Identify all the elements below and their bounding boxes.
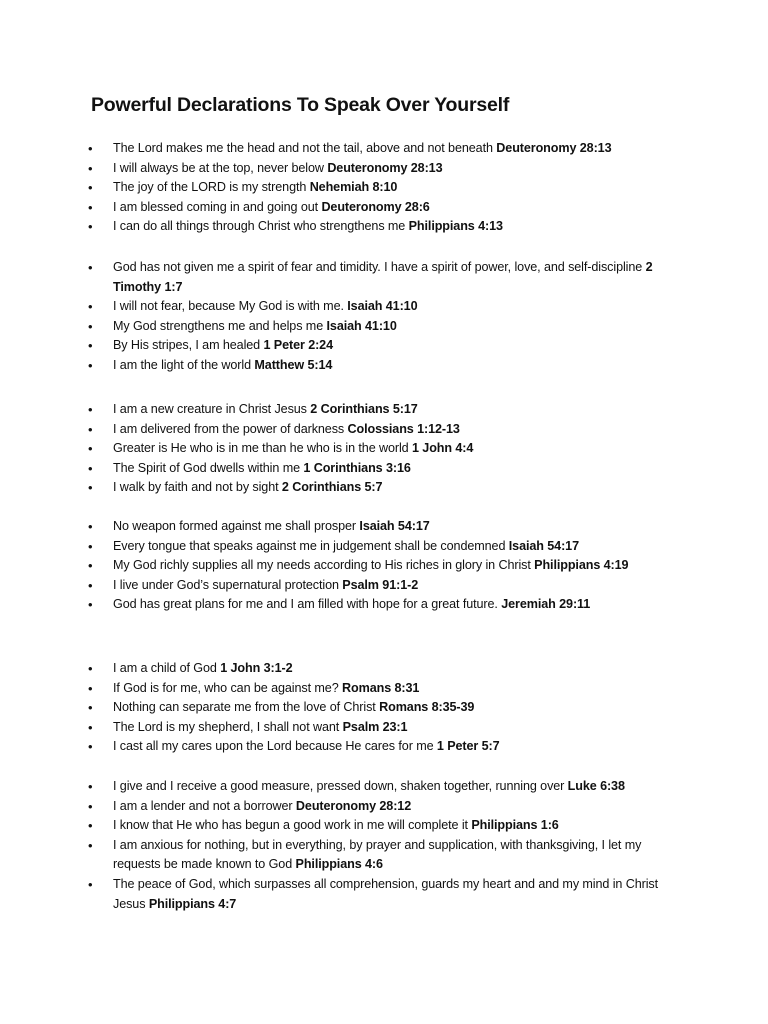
declaration-text: By His stripes, I am healed — [113, 338, 264, 353]
bullet-icon: • — [88, 538, 93, 554]
list-item — [86, 576, 686, 596]
scripture-reference: Luke 6:38 — [567, 779, 625, 793]
scripture-reference: 1 John 3:1-2 — [220, 661, 293, 675]
scripture-reference: Deuteronomy 28:13 — [496, 141, 612, 155]
list-item — [86, 356, 686, 376]
list-item — [86, 737, 686, 757]
declaration-text: Nothing can separate me from the love of Christ — [113, 700, 380, 715]
scripture-reference: Psalm 91:1-2 — [342, 577, 419, 592]
scripture-reference: Colossians 1:12-13 — [347, 421, 460, 436]
scripture-reference: Philippians 4:7 — [148, 896, 237, 911]
list-item — [86, 439, 686, 459]
list-item — [86, 556, 686, 576]
declaration-text: The peace of God, which surpasses all comprehension, guards my heart and and my mind in Christ Jesus — [113, 876, 659, 911]
declaration-group — [86, 400, 686, 498]
scripture-reference: Isaiah 54:17 — [359, 519, 430, 533]
bullet-icon: • — [88, 680, 93, 696]
declaration-text: I will always be at the top, never below — [113, 160, 328, 175]
scripture-reference: 2 Corinthians 5:17 — [310, 402, 418, 416]
declaration-text: I will not fear, because My God is with me. — [113, 299, 348, 314]
scripture-reference: Psalm 23:1 — [342, 719, 408, 734]
scripture-reference: 2 Timothy 1:7 — [113, 260, 653, 294]
list-item — [86, 297, 686, 317]
list-item — [86, 836, 686, 875]
list-item — [86, 875, 686, 914]
bullet-icon: • — [88, 338, 93, 354]
document-title: Powerful Declarations To Speak Over Yourself — [91, 94, 510, 116]
list-item — [86, 336, 686, 356]
bullet-icon: • — [88, 357, 93, 373]
declaration-text: God has great plans for me and I am filled with hope for a great future. — [113, 597, 502, 612]
scripture-reference: 1 Peter 5:7 — [436, 739, 500, 754]
list-item — [86, 217, 686, 237]
declaration-text: I am a lender and not a borrower — [113, 798, 296, 813]
scripture-reference: Nehemiah 8:10 — [309, 180, 398, 195]
bullet-icon: • — [88, 141, 93, 156]
scripture-reference: 1 John 4:4 — [412, 441, 474, 456]
scripture-reference: Deuteronomy 28:6 — [321, 199, 430, 214]
list-item — [86, 659, 686, 679]
bullet-icon: • — [88, 421, 93, 437]
declaration-text: If God is for me, who can be against me? — [113, 680, 343, 695]
bullet-icon: • — [88, 460, 93, 476]
declaration-text: I am blessed coming in and going out — [113, 199, 322, 214]
list-item — [86, 595, 686, 615]
bullet-icon: • — [88, 661, 93, 676]
declaration-text: I walk by faith and not by sight — [113, 480, 282, 495]
declaration-text: I am the light of the world — [113, 357, 255, 372]
bullet-icon: • — [88, 739, 93, 755]
declaration-text: The Lord is my shepherd, I shall not want — [113, 719, 343, 734]
bullet-icon: • — [88, 180, 93, 196]
bullet-icon: • — [88, 441, 93, 457]
scripture-reference: Philippians 1:6 — [471, 818, 559, 833]
list-item — [86, 816, 686, 836]
bullet-icon: • — [88, 519, 93, 534]
list-item — [86, 400, 686, 420]
bullet-icon: • — [88, 798, 93, 814]
list-item — [86, 159, 686, 179]
declaration-text: No weapon formed against me shall prosper — [113, 519, 360, 533]
bullet-icon: • — [88, 577, 93, 593]
scripture-reference: Philippians 4:19 — [534, 558, 629, 573]
bullet-icon: • — [88, 597, 93, 613]
scripture-reference: Jeremiah 29:11 — [501, 597, 591, 612]
scripture-reference: Romans 8:35-39 — [379, 700, 475, 715]
declaration-group — [86, 777, 686, 914]
list-item — [86, 178, 686, 198]
bullet-icon: • — [88, 219, 93, 235]
declaration-group — [86, 258, 686, 376]
bullet-icon: • — [88, 558, 93, 574]
list-item — [86, 698, 686, 718]
declaration-text: My God strengthens me and helps me — [113, 318, 327, 333]
bullet-icon: • — [88, 779, 93, 794]
bullet-icon: • — [88, 160, 93, 176]
scripture-reference: Isaiah 54:17 — [508, 538, 579, 553]
bullet-icon: • — [88, 837, 93, 853]
bullet-icon: • — [88, 402, 93, 417]
list-item — [86, 777, 686, 797]
bullet-icon: • — [88, 719, 93, 735]
bullet-icon: • — [88, 318, 93, 334]
scripture-reference: Philippians 4:6 — [295, 857, 383, 872]
scripture-reference: Isaiah 41:10 — [347, 299, 418, 314]
declaration-text: I am a new creature in Christ Jesus — [113, 402, 311, 416]
declaration-text: I am a child of God — [113, 661, 221, 675]
declaration-text: I am delivered from the power of darkness — [113, 421, 348, 436]
declaration-text: Every tongue that speaks against me in judgement shall be condemned — [113, 538, 509, 553]
declaration-text: Greater is He who is in me than he who is in the world — [113, 441, 412, 456]
list-item — [86, 198, 686, 218]
declaration-text: I can do all things through Christ who strengthens me — [113, 219, 409, 234]
bullet-icon: • — [88, 700, 93, 716]
declaration-text: The joy of the LORD is my strength — [113, 180, 310, 195]
scripture-reference: Matthew 5:14 — [254, 357, 333, 372]
declaration-text: I live under God’s supernatural protection — [113, 577, 343, 592]
bullet-icon: • — [88, 480, 93, 496]
declaration-text: I know that He who has begun a good work in me will complete it — [113, 818, 472, 833]
list-item — [86, 139, 686, 159]
scripture-reference: 1 Corinthians 3:16 — [303, 460, 411, 475]
declaration-text: I am anxious for nothing, but in everything, by prayer and supplication, with thanksgiving, I let my requests be made known to God — [113, 837, 642, 872]
list-item — [86, 797, 686, 817]
list-item — [86, 537, 686, 557]
list-item — [86, 459, 686, 479]
declaration-text: I give and I receive a good measure, pressed down, shaken together, running over — [113, 779, 568, 793]
scripture-reference: Deuteronomy 28:12 — [295, 798, 412, 813]
bullet-icon: • — [88, 818, 93, 834]
declaration-text: I cast all my cares upon the Lord because He cares for me — [113, 739, 437, 754]
bullet-icon: • — [88, 876, 93, 892]
scripture-reference: 2 Corinthians 5:7 — [281, 480, 383, 495]
declaration-text: The Lord makes me the head and not the tail, above and not beneath — [113, 141, 497, 155]
declaration-group — [86, 139, 686, 237]
scripture-reference: 1 Peter 2:24 — [263, 338, 333, 353]
declaration-group — [86, 659, 686, 757]
list-item — [86, 679, 686, 699]
declaration-text: The Spirit of God dwells within me — [113, 460, 304, 475]
bullet-icon: • — [88, 299, 93, 315]
scripture-reference: Philippians 4:13 — [408, 219, 503, 234]
declaration-text: My God richly supplies all my needs according to His riches in glory in Christ — [113, 558, 535, 573]
list-item — [86, 420, 686, 440]
bullet-icon: • — [88, 199, 93, 215]
list-item — [86, 478, 686, 498]
list-item — [86, 718, 686, 738]
declaration-text: God has not given me a spirit of fear and timidity. I have a spirit of power, love, and self-discipline — [113, 260, 646, 274]
scripture-reference: Isaiah 41:10 — [326, 318, 397, 333]
list-item — [86, 517, 686, 537]
declaration-group — [86, 517, 686, 615]
bullet-icon: • — [88, 260, 93, 275]
scripture-reference: Deuteronomy 28:13 — [327, 160, 443, 175]
scripture-reference: Romans 8:31 — [342, 680, 420, 695]
list-item — [86, 317, 686, 337]
list-item — [86, 258, 686, 297]
